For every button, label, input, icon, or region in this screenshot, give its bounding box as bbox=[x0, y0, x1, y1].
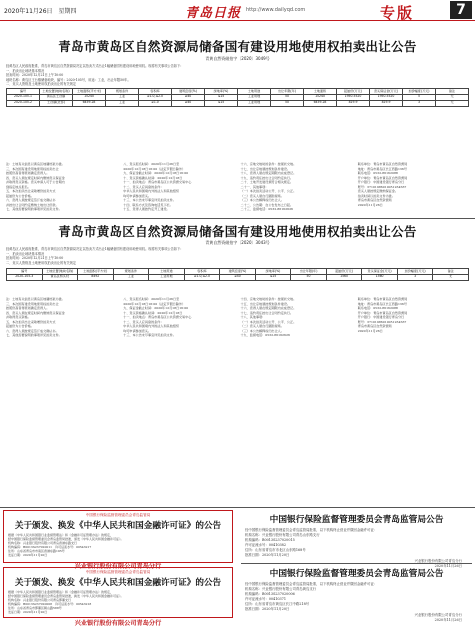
table-cell: 1950.5520 bbox=[337, 94, 370, 100]
table-cell: ≤15 bbox=[205, 94, 238, 100]
text-line: （二）竞买人须自行踏勘现场。 bbox=[240, 193, 284, 198]
table-cell: 2020-105-1 bbox=[7, 94, 40, 100]
table-cell: 2020-105-2 bbox=[7, 100, 40, 106]
notice-line: 住所：山东省青岛市黄岛区长江中路218号 bbox=[245, 602, 310, 607]
page-number: 7 bbox=[450, 1, 472, 19]
table-header-cell: 起始价(万元) bbox=[326, 269, 362, 275]
notice-line: 机构名称：兴业银行股份有限公司青岛黄岛支行 bbox=[245, 587, 317, 592]
table-header-cell: 土地面积(平方米) bbox=[78, 269, 114, 275]
regulator-notice-1 bbox=[241, 513, 472, 569]
intro-line: 拍卖时间：2020年12月21日上午10:00 bbox=[6, 73, 64, 78]
table-cell: 1950.5520 bbox=[370, 94, 403, 100]
table-cell: 15240 bbox=[304, 94, 337, 100]
notice-line: 住所：山东省青岛市市北区山东路168号 bbox=[245, 548, 306, 553]
table-header-cell: 土地位置(地块名称) bbox=[40, 89, 73, 95]
text-column bbox=[123, 297, 234, 338]
text-line: 开户单位：青岛市黄岛区自然资源局 bbox=[357, 310, 408, 315]
table-header-cell: 加价幅度(万元) bbox=[403, 89, 436, 95]
table-cell: 50 bbox=[271, 100, 304, 106]
text-line: 青岛市黄岛区自然资源局 bbox=[357, 324, 392, 329]
table-header-cell: 土地用途 bbox=[238, 89, 271, 95]
text-column bbox=[123, 162, 234, 212]
text-line: 中华人民共和国境内外的法人和其他组织 bbox=[123, 324, 179, 329]
table-header-cell: 绿地率(%) bbox=[255, 269, 291, 275]
text-line: 十九、违约责任按出让合同约定执行。 bbox=[240, 175, 294, 180]
table-header-cell: 编号 bbox=[7, 269, 43, 275]
text-line: 三、本次国有建设用地使用权拍卖出让 bbox=[6, 301, 59, 306]
announcement-1-title: 青岛市黄岛区自然资源局储备国有建设用地使用权拍卖出让公告 bbox=[58, 39, 417, 54]
table-cell: ≥1.0,≤2.0 bbox=[184, 274, 220, 280]
table-header-cell: 绿地率(%) bbox=[205, 89, 238, 95]
text-line: 十八、竞得人须在规定期限内完成登记。 bbox=[240, 171, 297, 176]
table-cell: 无 bbox=[436, 94, 469, 100]
table-header-cell: 土地位置(地块名称) bbox=[42, 269, 78, 275]
table-cell: 3 bbox=[397, 274, 433, 280]
text-line: 八、竞买报名时间：2020年11月26日至 bbox=[123, 297, 180, 301]
text-line: 十三、本公告未尽事宜详见拍卖文件。 bbox=[123, 198, 176, 203]
table-header-cell: 建筑密度(%) bbox=[220, 269, 256, 275]
table-header-cell: 土地用途 bbox=[149, 269, 185, 275]
table-cell: 1560 bbox=[362, 274, 398, 280]
notice-line: 许可证流水号：00410371 bbox=[245, 597, 286, 602]
notice-line: 经中国银行保险监督管理委员会青岛监管局批准，换发《中华人民共和国金融许可证》。 bbox=[8, 594, 124, 599]
table-header-cell: 备注 bbox=[436, 89, 469, 95]
text-column bbox=[358, 297, 469, 338]
text-line: （一）本次拍卖活动公开、公平、公正。 bbox=[240, 319, 297, 324]
text-line: 七、其他需要说明的事项详见拍卖文件。 bbox=[6, 207, 62, 212]
notice-line: 机构名称：兴业银行股份有限公司青岛香港东路支行 bbox=[8, 541, 78, 546]
notice-line: 根据《中华人民共和国银行业监督管理法》和《金融许可证管理办法》的规定， bbox=[8, 533, 114, 537]
announcement-2-intro bbox=[6, 247, 469, 265]
text-line: 五、本次拍卖出让采取增价拍卖方式 bbox=[6, 319, 56, 324]
intro-line: 经黄岛区人民政府批准，青岛市黄岛区自然资源局决定以拍卖方式出让1幅储备国有建设用地使用权。现将有关事项公告如下： bbox=[6, 247, 184, 251]
text-line: 十七、出让宗地须按规划条件建设。 bbox=[240, 166, 290, 171]
text-line: 竞买人须按规定缴纳保证金。 bbox=[357, 189, 398, 194]
announcement-1-table bbox=[6, 88, 469, 107]
text-line: 并取得竞买资格。竞买申请人可于公告期内 bbox=[6, 180, 65, 185]
table-cell: 50 bbox=[291, 274, 327, 280]
table-cell: 黄岛区王台镇 bbox=[40, 94, 73, 100]
text-column bbox=[6, 297, 117, 338]
table-cell: 王台镇(北部) bbox=[40, 100, 73, 106]
text-line: 开户银行：中国建设银行青岛分行 bbox=[357, 315, 405, 320]
table-cell: 1560 bbox=[326, 274, 362, 280]
notice-body bbox=[4, 531, 232, 560]
table-cell: 819.9 bbox=[337, 100, 370, 106]
text-line: 拍卖时间以拍卖文件为准。 bbox=[357, 193, 395, 198]
intro-line: 拍卖时间：2020年12月21日上午10:00 bbox=[6, 256, 64, 261]
table-header-cell: 容积率 bbox=[139, 89, 172, 95]
intro-line: 二、竞买人资格及土地使用权拍卖出让的有关规定 bbox=[6, 82, 77, 87]
text-line: 三、本次国有建设用地使用权拍卖出让 bbox=[6, 166, 59, 171]
table-cell: 819.9 bbox=[370, 100, 403, 106]
intro-line: 二、竞买人资格及土地使用权拍卖出让的有关规定 bbox=[6, 260, 77, 265]
text-line: 中华人民共和国境内外的法人和其他组织 bbox=[123, 189, 179, 194]
text-line: 十、竞买资格确认时间：2020年12月18日 bbox=[123, 310, 183, 315]
text-line: 十三、本公告未尽事宜详见拍卖文件。 bbox=[123, 333, 176, 338]
license-notice-2 bbox=[3, 567, 233, 627]
text-line: 开户单位：青岛市黄岛区自然资源局 bbox=[357, 175, 408, 180]
notice-line: 住所：山东省青岛市市南区香港东路195号 bbox=[8, 549, 65, 554]
intro-line: 一、拍卖出让地块基本情况 bbox=[6, 251, 45, 256]
text-line: 九、保证金截止时间：2020年12月18日16:00 bbox=[123, 171, 189, 176]
text-line: 按照价高者得原则确定竞得人。 bbox=[6, 171, 50, 176]
text-line: 十六、竞得人须在规定期限内完成登记。 bbox=[240, 306, 297, 311]
text-line: 六、竞得人须按规定签订成交确认书。 bbox=[6, 328, 59, 333]
table-cell: 6459.28 bbox=[304, 100, 337, 106]
table-cell: 无 bbox=[436, 100, 469, 106]
table-header-cell: 起始价(万元) bbox=[337, 89, 370, 95]
table-cell: 5 bbox=[403, 94, 436, 100]
notice-line: 经中国银行保险监督管理委员会青岛监管局批准，颁发《中华人民共和国金融许可证》。 bbox=[8, 537, 124, 542]
text-line: 青岛市黄岛区自然资源局 bbox=[357, 198, 392, 203]
table-header-cell: 规划条件 bbox=[113, 269, 149, 275]
table-row bbox=[7, 274, 469, 280]
text-line: 十一、拍卖地点：青岛市黄岛区公共资源交易中心 bbox=[123, 180, 192, 185]
notice-line: 机构名称：兴业银行股份有限公司青岛即墨支行 bbox=[8, 598, 72, 603]
intro-line: 经黄岛区人民政府批准，青岛市黄岛区自然资源局决定以拍卖方式出让1幅储备国有建设用地使用权。现将有关事项公告如下： bbox=[6, 64, 184, 68]
table-cell: ≤15 bbox=[255, 274, 291, 280]
text-line: 2020年11月26日 bbox=[357, 202, 383, 207]
notice-issuer: 中国银行保险监督管理委员会青岛监管局 bbox=[85, 570, 151, 574]
table-cell: 工业用地 bbox=[149, 274, 185, 280]
announcement-1-intro bbox=[6, 64, 469, 87]
notice-line: 机构名称：兴业银行股份有限公司青岛山东路支行 bbox=[245, 533, 320, 538]
notice-title: 关于颁发、换发《中华人民共和国金融许可证》的公告 bbox=[14, 578, 222, 588]
text-line: 十八、其他事项： bbox=[240, 315, 266, 320]
table-header-cell: 土地面积(平方米) bbox=[73, 89, 106, 95]
section-title: 专版 bbox=[380, 4, 415, 22]
text-column bbox=[241, 297, 352, 338]
table-cell: 工业用地 bbox=[238, 94, 271, 100]
announcement-2-body bbox=[6, 297, 469, 338]
text-line: 二十一、其他事项： bbox=[240, 184, 269, 189]
table-header-cell: 容积率 bbox=[184, 269, 220, 275]
table-cell: ≤15 bbox=[205, 100, 238, 106]
table-header-cell: 出让年限(年) bbox=[271, 89, 304, 95]
regulator-notice-2 bbox=[241, 567, 472, 623]
notice-issuer: 中国银行保险监督管理委员会青岛监管局 bbox=[85, 513, 151, 517]
text-line: 七、其他需要说明的事项详见拍卖文件。 bbox=[6, 333, 62, 338]
text-line: 四、竞买人须在规定时间内缴纳竞买保证金 bbox=[6, 310, 65, 315]
notice-line: 机构编码：B0013S237020011 许可证流水号：00543217 bbox=[8, 545, 92, 550]
text-line: 联系电话：0532-86162088 bbox=[357, 171, 398, 176]
notice-line: 发证日期：2020年11月20日 bbox=[8, 553, 48, 558]
notice-line: 机构编码：B0013S237020015 bbox=[245, 538, 295, 543]
table-header-cell: 备注 bbox=[433, 269, 469, 275]
notice-line: 住所：山东省青岛市即墨区鹤山路588号 bbox=[8, 606, 62, 611]
announcement-2-title: 青岛市黄岛区自然资源局储备国有建设用地使用权拍卖出让公告 bbox=[58, 224, 417, 239]
text-line: 六、竞得人须按规定签订成交确认书 bbox=[6, 198, 56, 203]
announcement-2-subtitle: 青黄自然资储拍字〔2020〕3043号 bbox=[205, 240, 270, 245]
table-cell: 8492 bbox=[78, 274, 114, 280]
text-line: 2020年12月18日16:00（法定节假日除外） bbox=[123, 166, 186, 171]
text-line: 2020年12月18日16:00（法定节假日除外） bbox=[123, 301, 186, 306]
text-line: 联系单位：青岛市黄岛区自然资源局 bbox=[357, 297, 408, 301]
divider bbox=[241, 563, 472, 564]
notice-body bbox=[241, 582, 472, 623]
text-line: 十四、联系方式及咨询电话见下栏。 bbox=[123, 202, 173, 207]
text-line: 十七、违约责任按出让合同约定执行。 bbox=[240, 310, 294, 315]
table-header-cell: 竞买保证金(万元) bbox=[370, 89, 403, 95]
table-cell: ≥1.0 bbox=[139, 100, 172, 106]
text-line: 二十、土地开发建设须符合相关规定。 bbox=[240, 180, 294, 185]
notice-date: 2020年11月26日 bbox=[434, 563, 462, 568]
text-line: 按照价高者得原则确定竞得人。 bbox=[6, 306, 50, 311]
table-cell: 6459.28 bbox=[73, 100, 106, 106]
newspaper-url[interactable]: http://www.dailyqd.com bbox=[246, 7, 306, 13]
notice-line: 许可证流水号：00410382 bbox=[245, 543, 286, 548]
text-line: 地址：青岛市黄岛区长江西路136号 bbox=[357, 301, 407, 306]
notice-bank-name: 兴业银行股份有限公司青岛分行 bbox=[74, 562, 162, 570]
notice-title: 关于颁发、换发《中华人民共和国金融许可证》的公告 bbox=[14, 521, 222, 531]
text-line: 均可申请参加竞买。 bbox=[123, 193, 152, 198]
notice-signature: 兴业银行股份有限公司青岛分行 bbox=[414, 558, 462, 563]
table-cell: 15240 bbox=[73, 94, 106, 100]
text-line: 起始价为公告价格。 bbox=[6, 324, 34, 329]
notice-body bbox=[4, 588, 232, 617]
notice-line: 根据《中华人民共和国银行业监督管理法》和《金融许可证管理办法》的规定， bbox=[8, 590, 114, 594]
text-line: 注：土地有关信息以黄岛区地籍档案为准。 bbox=[6, 162, 65, 166]
text-line: 地址：青岛市黄岛区长江西路136号 bbox=[357, 166, 407, 171]
divider bbox=[0, 218, 475, 219]
text-line: 起始价为公告价格。 bbox=[6, 193, 34, 198]
text-line: （三）本公告解释权归出让人。 bbox=[240, 198, 284, 203]
table-cell: 工业 bbox=[113, 274, 149, 280]
table-cell: 工业 bbox=[106, 94, 139, 100]
text-line: 二十二、公告期：自公告发布之日起。 bbox=[240, 202, 294, 207]
table-header-cell: 出让年限(年) bbox=[291, 269, 327, 275]
newspaper-logo: 青岛日报 bbox=[185, 6, 242, 21]
text-line: 八、竞买报名时间：2020年11月26日至 bbox=[123, 162, 180, 166]
notice-line: 批准日期：2020年11月20日 bbox=[245, 553, 290, 558]
table-cell: 工业用地 bbox=[238, 100, 271, 106]
table-cell: 2020-105-3 bbox=[7, 274, 43, 280]
announcement-2-table bbox=[6, 268, 469, 281]
notice-line: 机构编码：B0013S237020008 许可证流水号：00543218 bbox=[8, 602, 92, 607]
license-notice-1 bbox=[3, 510, 233, 570]
text-line: 十二、竞买人应具备的条件： bbox=[123, 319, 164, 324]
text-line: （三）本公告解释权归出让人。 bbox=[240, 328, 284, 333]
text-line: 十、竞买资格确认时间：2020年12月18日 bbox=[123, 175, 183, 180]
text-line: 十六、宗地交地时的条件：按现状交地。 bbox=[240, 162, 297, 166]
masthead bbox=[0, 0, 475, 21]
text-column bbox=[6, 162, 117, 212]
table-cell: ≥40 bbox=[172, 94, 205, 100]
text-line: 十二、竞买人应具备的条件： bbox=[123, 184, 164, 189]
intro-line: 一、拍卖出让地块基本情况 bbox=[6, 68, 45, 73]
intro-line: 地块名称：黄岛区王台镇储备地块，编号：2020-105号，用途：工业，出让年限50年。 bbox=[6, 77, 131, 82]
table-cell: ≥40 bbox=[220, 274, 256, 280]
text-line: 四、竞买人须在规定时间内缴纳竞买保证金 bbox=[6, 175, 65, 180]
notice-line: 批准日期：2020年11月20日 bbox=[245, 607, 290, 612]
notice-line: 发证日期：2020年11月20日 bbox=[8, 610, 48, 615]
text-line: 十四、宗地交地时的条件：按现状交地。 bbox=[240, 297, 297, 301]
table-cell: 工业 bbox=[106, 100, 139, 106]
notice-bank-name: 兴业银行股份有限公司青岛分行 bbox=[74, 619, 162, 627]
text-column bbox=[358, 162, 469, 212]
text-line: 注：土地有关信息以黄岛区地籍档案为准。 bbox=[6, 297, 65, 301]
text-line: 十九、监督电话：0532-86162626 bbox=[240, 333, 290, 338]
text-line: 开户银行：中国建设银行青岛分行 bbox=[357, 180, 405, 185]
text-line: （二）竞买人须自行踏勘现场。 bbox=[240, 324, 284, 329]
table-header-cell: 建筑密度(%) bbox=[172, 89, 205, 95]
text-line: 五、本次拍卖出让采取增价拍卖方式 bbox=[6, 189, 56, 194]
divider bbox=[0, 507, 475, 508]
notice-line: 机构编码：B0013S237020006 bbox=[245, 592, 295, 597]
announcement-1-body bbox=[6, 162, 469, 212]
table-header-cell: 加价幅度(万元) bbox=[397, 269, 433, 275]
text-line: 账号：37101986010051234567 bbox=[357, 184, 407, 189]
table-header-cell: 编号 bbox=[7, 89, 40, 95]
text-line: 二十三、监督电话：0532-86162626 bbox=[240, 207, 294, 212]
notice-title: 中国银行保险监督管理委员会青岛监管局公告 bbox=[269, 515, 444, 525]
notice-title: 中国银行保险监督管理委员会青岛监管局公告 bbox=[269, 569, 444, 579]
text-line: 到指定地点报名。 bbox=[6, 184, 31, 189]
issue-date: 2020年11月26日 星期四 bbox=[4, 8, 77, 15]
table-header-cell: 土地面积 bbox=[304, 89, 337, 95]
notice-line: 经中国银行保险监督管理委员会青岛监管局批准，以下机构终止营业并缴回金融许可证： bbox=[245, 528, 378, 532]
table-row bbox=[7, 100, 469, 106]
text-line: 联系单位：青岛市黄岛区自然资源局 bbox=[357, 162, 408, 166]
notice-line: 经中国银行保险监督管理委员会青岛监管局批准，以下机构终止营业并缴回金融许可证： bbox=[245, 582, 378, 586]
text-line: 并取得竞买资格。 bbox=[6, 315, 31, 320]
text-line: 十一、拍卖地点：青岛市黄岛区公共资源交易中心 bbox=[123, 315, 192, 320]
notice-signature: 兴业银行股份有限公司青岛分行 bbox=[414, 612, 462, 617]
text-line: 十五、竞得人须按约定开工建设。 bbox=[123, 207, 170, 212]
text-line: 账号：37101986010051234567 bbox=[357, 319, 407, 324]
table-header-cell: 规划条件 bbox=[106, 89, 139, 95]
announcement-1-subtitle: 青黄自然资储拍字〔2020〕3049号 bbox=[205, 56, 270, 61]
table-cell: 50 bbox=[271, 94, 304, 100]
text-column bbox=[241, 162, 352, 212]
table-cell: ≥40 bbox=[172, 100, 205, 106]
text-line: 2020年11月26日 bbox=[357, 328, 383, 333]
table-cell: 无 bbox=[433, 274, 469, 280]
table-header-cell: 竞买保证金(万元) bbox=[362, 269, 398, 275]
table-cell: 3 bbox=[403, 100, 436, 106]
text-line: 联系电话：0532-86162088 bbox=[357, 306, 398, 311]
text-line: 十五、出让宗地须按规划条件建设。 bbox=[240, 301, 290, 306]
text-line: 均可申请参加竞买。 bbox=[123, 328, 152, 333]
text-line: 九、保证金截止时间：2020年12月18日16:00 bbox=[123, 306, 189, 311]
text-line: 并按出让合同约定缴纳土地出让价款。 bbox=[6, 202, 59, 207]
table-cell: 黄岛区桥头村 bbox=[42, 274, 78, 280]
notice-date: 2020年11月26日 bbox=[434, 617, 462, 622]
table-cell: ≥1.0,≤2.0 bbox=[139, 94, 172, 100]
text-line: （一）本次拍卖活动公开、公平、公正。 bbox=[240, 189, 297, 194]
